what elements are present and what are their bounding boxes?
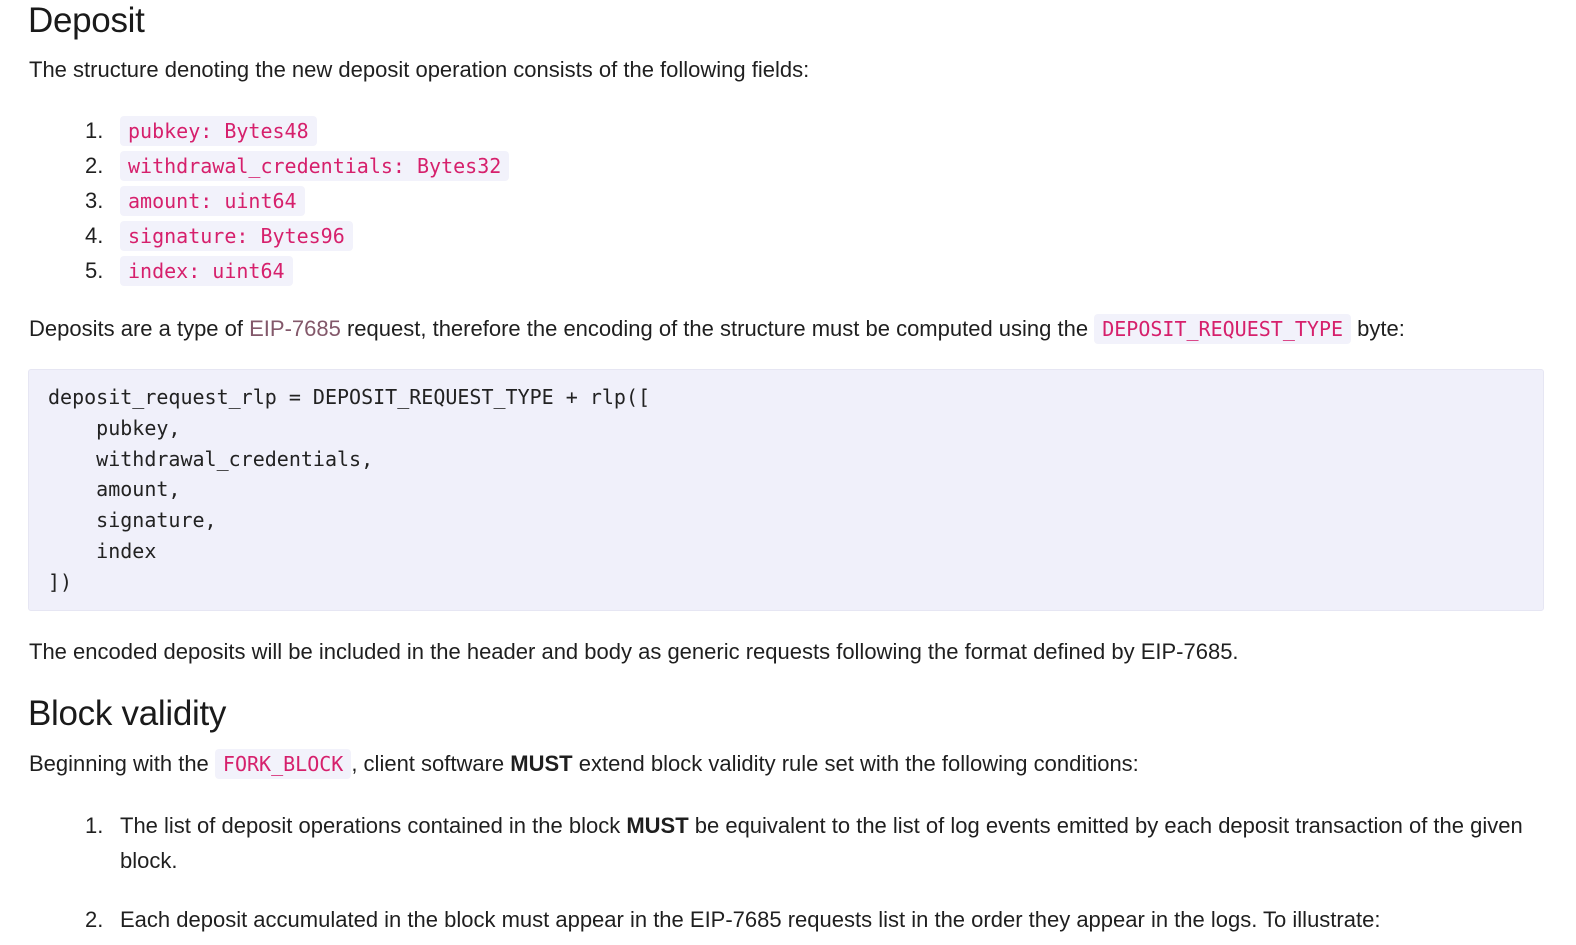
list-number: 1.: [85, 813, 104, 838]
deposit-intro: The structure denoting the new deposit operation consists of the following fields:: [29, 57, 810, 82]
encoding-text-post: byte:: [1351, 316, 1405, 341]
list-number: 2.: [85, 152, 104, 178]
list-item: [85, 902, 1545, 937]
list-item: [85, 808, 1545, 878]
list-number: 2.: [85, 907, 104, 932]
encoding-text-pre: Deposits are a type of: [29, 316, 250, 341]
rule-text: [120, 902, 1545, 937]
rule-text: [120, 808, 1545, 878]
list-number: 1.: [85, 117, 104, 143]
field-code: index: uint64: [120, 256, 293, 286]
deposit-heading: Deposit: [28, 1, 145, 40]
field-code: pubkey: Bytes48: [120, 116, 317, 146]
list-number: 3.: [85, 187, 104, 213]
rule-text-post: be equivalent to the list of log events emitted by each deposit transaction of the given block.: [120, 813, 1523, 873]
code-block: deposit_request_rlp = DEPOSIT_REQUEST_TYPE + rlp([ pubkey, withdrawal_credentials, amount, signature, index ]): [28, 369, 1544, 611]
intro-must: MUST: [510, 751, 573, 776]
rule-text-pre: The list of deposit operations contained in the block: [120, 813, 627, 838]
block-validity-intro: [29, 749, 1139, 779]
fork-block-code: FORK_BLOCK: [215, 749, 351, 779]
list-item: [85, 148, 509, 183]
list-number: 4.: [85, 222, 104, 248]
deposit-fields-list: [85, 113, 509, 288]
encoding-paragraph: [29, 314, 1405, 344]
list-item: [85, 253, 509, 288]
list-number: 5.: [85, 257, 104, 283]
encoding-text-mid: request, therefore the encoding of the structure must be computed using the: [340, 316, 1095, 341]
intro-text-mid: , client software: [351, 751, 511, 776]
field-code: signature: Bytes96: [120, 221, 353, 251]
rule-text-pre: Each deposit accumulated in the block must appear in the EIP-7685 requests list in the order they appear in the logs. To illustrate:: [120, 907, 1381, 932]
block-validity-rules-list: [85, 808, 1545, 937]
intro-text-pre: Beginning with the: [29, 751, 215, 776]
field-code: withdrawal_credentials: Bytes32: [120, 151, 509, 181]
list-item: [85, 183, 509, 218]
intro-text-post: extend block validity rule set with the following conditions:: [572, 751, 1139, 776]
deposit-request-type-code: DEPOSIT_REQUEST_TYPE: [1094, 314, 1351, 344]
list-item: [85, 218, 509, 253]
rule-must: MUST: [626, 813, 689, 838]
field-code: amount: uint64: [120, 186, 305, 216]
included-paragraph: The encoded deposits will be included in the header and body as generic requests following the format defined by EIP-7685.: [29, 639, 1239, 664]
list-item: [85, 113, 509, 148]
eip-7685-link[interactable]: EIP-7685: [249, 316, 341, 341]
block-validity-heading: Block validity: [28, 694, 227, 733]
